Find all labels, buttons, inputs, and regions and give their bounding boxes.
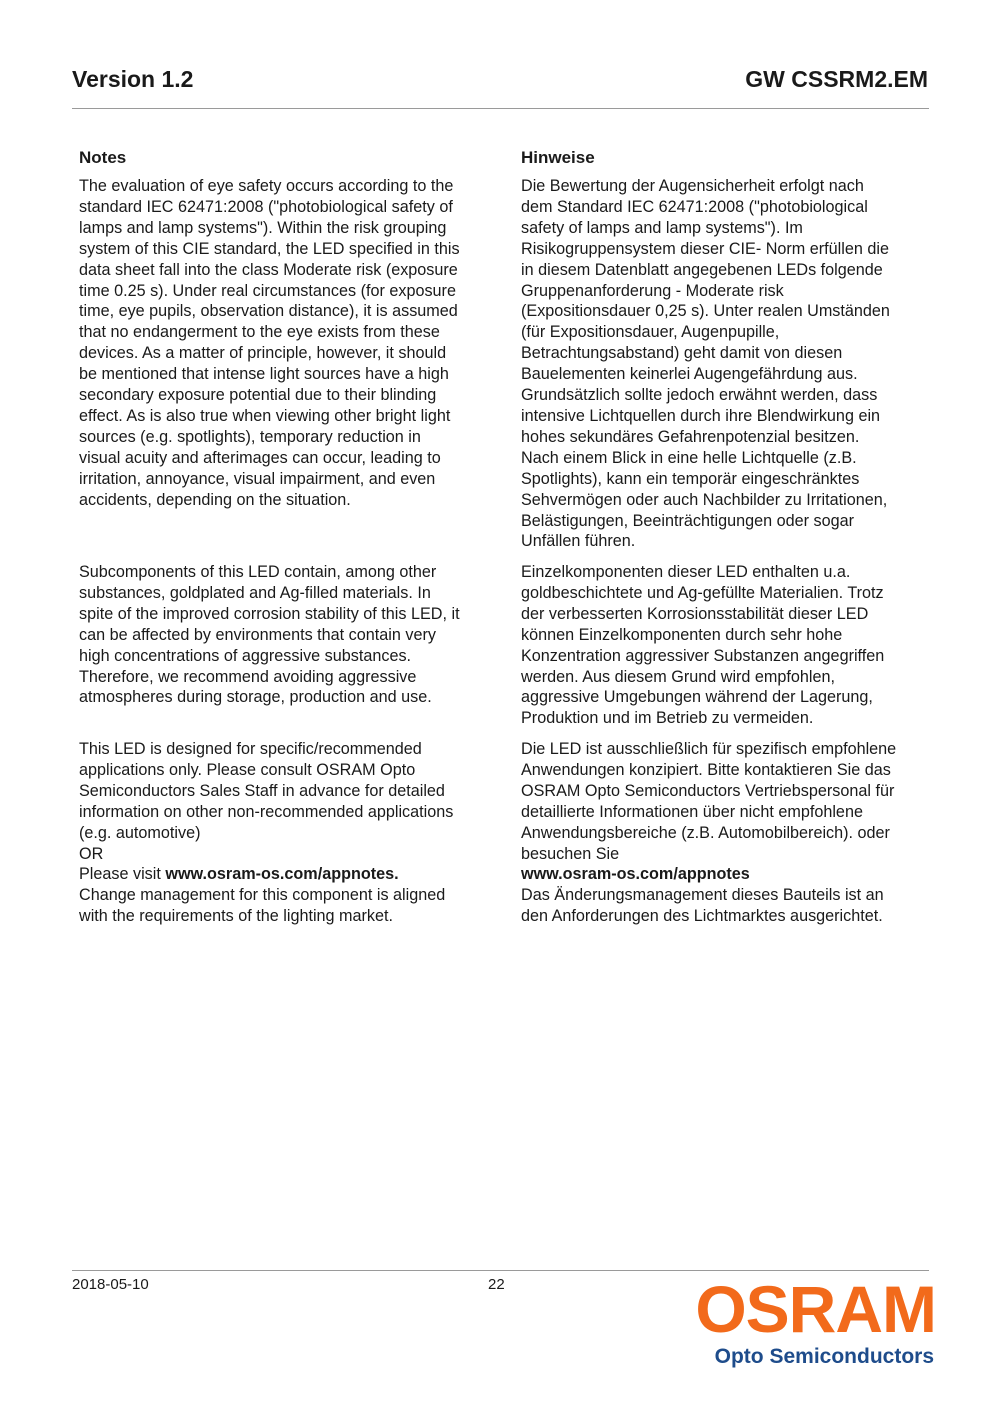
appnotes-link-de[interactable]: www.osram-os.com/appnotes: [521, 865, 750, 884]
appnotes-link[interactable]: www.osram-os.com/appnotes.: [165, 865, 399, 884]
eye-safety-paragraph: The evaluation of eye safety occurs according to the standard IEC 62471:2008 ("photobiological safety of lamps and lamp systems"). Within the risk grouping system of this CIE standard, the LED specified in this data sheet fall into the class Moderate risk (exposure time 0.25 s). Under real circumstances (for exposure time, eye pupils, observation distance), it is assumed that no endangerment to the eye exists from these devices. As a matter of principle, however, it should be mentioned that intense light sources have a high secondary exposure potential due to their blinding effect. As is also true when viewing other bright light sources (e.g. spotlights), temporary reduction in visual acuity and afterimages can occur, leading to irritation, annoyance, visual impairment, and even accidents, depending on the situation.: [79, 177, 460, 509]
applications-text: This LED is designed for specific/recommended applications only. Please consult OSRAM Opto Semiconductors Sales Staff in advance for detailed information on other non-recommended applications (e.g. automotive) OR: [79, 740, 454, 863]
visit-line: [79, 864, 484, 885]
hinweise-heading: Hinweise: [521, 148, 595, 167]
augensicherheit-paragraph: Die Bewertung der Augensicherheit erfolgt nach dem Standard IEC 62471:2008 ("photobiological safety of lamps and lamp systems"). Im Risikogruppensystem dieser CIE- Norm erfüllen die in diesem Datenblatt angegebenen LEDs folgende Gruppenanforderung - Moderate risk (Expositionsdauer 0,25 s). Unter realen Umständen (für Expositionsdauer, Augenpupille, Betrachtungsabstand) geht damit von diesen Bauelementen keinerlei Augengefährdung aus. Grundsätzlich sollte jedoch erwähnt werden, dass intensive Lichtquellen durch ihre Blendwirkung ein hohes sekundäres Gefahrenpotenzial besitzen. Nach einem Blick in eine helle Lichtquelle (z.B. Spotlights), kann ein temporär eingeschränktes Sehvermögen oder auch Nachbilder zu Irritationen, Belästigungen, Beeinträchtigungen oder sogar Unfällen führen.: [521, 177, 890, 551]
aenderungsmanagement-text: Das Änderungsmanagement dieses Bauteils ist an den Anforderungen des Lichtmarktes ausgerichtet.: [521, 886, 884, 926]
header-divider: [72, 108, 929, 109]
document-version: Version 1.2: [72, 66, 194, 92]
anwendungen-paragraph: [521, 739, 933, 927]
anwendungen-text: Die LED ist ausschließlich für spezifisch empfohlene Anwendungen konzipiert. Bitte kontaktieren Sie das OSRAM Opto Semiconductors Vertriebspersonal für detaillierte Informationen über nicht empfohlene Anwendungsbereiche (z.B. Automobilbereich). oder besuchen Sie: [521, 740, 897, 863]
osram-logo: [676, 1272, 936, 1376]
german-notes-column: [521, 146, 933, 927]
applications-paragraph: [79, 739, 484, 927]
osram-wordmark: OSRAM: [695, 1272, 936, 1346]
english-notes-column: [79, 146, 484, 927]
footer-date: 2018-05-10: [72, 1276, 149, 1293]
corrosion-paragraph: Subcomponents of this LED contain, among other substances, goldplated and Ag-filled materials. In spite of the improved corrosion stability of this LED, it can be affected by environments that contain very high concentrations of aggressive substances. Therefore, we recommend avoiding aggressive atmospheres during storage, production and use.: [79, 563, 460, 707]
notes-heading: Notes: [79, 148, 127, 167]
footer-divider: [72, 1270, 929, 1271]
korrosion-paragraph: Einzelkomponenten dieser LED enthalten u.a. goldbeschichtete und Ag-gefüllte Materialien. Trotz der verbesserten Korrosionsstabilität dieser LED können Einzelkomponenten durch sehr hohe Konzentration aggressiver Substanzen angegriffen werden. Aus diesem Grund wird empfohlen, aggressive Umgebungen während der Lagerung, Produktion und im Betrieb zu vermeiden.: [521, 563, 885, 728]
change-management-text: Change management for this component is aligned with the requirements of the lighting market.: [79, 886, 446, 926]
page-number: 22: [488, 1276, 505, 1293]
product-name: GW CSSRM2.EM: [745, 66, 928, 92]
visit-prefix: Please visit: [79, 865, 166, 884]
opto-semiconductors-subtitle: Opto Semiconductors: [714, 1345, 934, 1368]
